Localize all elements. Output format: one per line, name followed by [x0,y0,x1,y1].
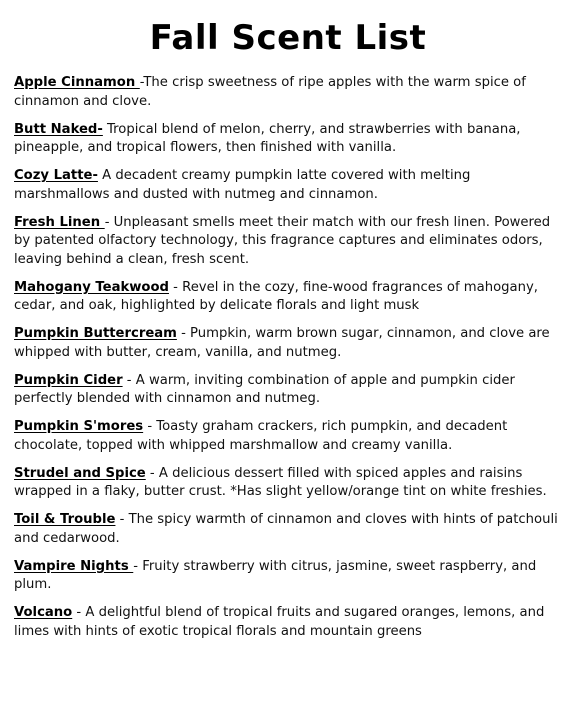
scent-name: Pumpkin Buttercream [14,326,177,341]
scent-entry [14,511,562,548]
scent-name: Pumpkin Cider [14,372,123,388]
scent-entry [14,372,562,409]
scent-description: - A delicious dessert filled with spiced apples and raisins wrapped in a flaky, butter crust. *Has slight yellow/orange tint on white freshies. [14,465,547,499]
page-title: Fall Scent List [149,18,427,58]
scent-description: - Toasty graham crackers, rich pumpkin, and decadent chocolate, topped with whipped marshmallow and creamy vanilla. [14,419,512,453]
scent-description: - Pumpkin, warm brown sugar, cinnamon, and clove are whipped with butter, cream, vanilla, and nutmeg. [14,326,554,360]
scent-description: - Fruity strawberry with citrus, jasmine, sweet raspberry, and plum. [14,558,541,592]
scent-name: Volcano [14,605,73,620]
scent-name: Apple Cinnamon [14,75,140,90]
scent-list [14,74,562,651]
scent-name: Butt Naked- [14,121,103,137]
scent-description: -The crisp sweetness of ripe apples with the warm spice of cinnamon and clove. [14,75,531,109]
scent-description: Tropical blend of melon, cherry, and strawberries with banana, pineapple, and tropical flowers, then finished with vanilla. [14,121,525,155]
scent-name: Vampire Nights [14,558,134,574]
scent-entry [14,214,562,270]
scent-entry [14,121,562,158]
scent-description: - The spicy warmth of cinnamon and cloves with hints of patchouli and cedarwood. [14,512,562,546]
scent-name: Pumpkin S'mores [14,419,144,434]
scent-description: - Revel in the cozy, fine-wood fragrances of mahogany, cedar, and oak, highlighted by delicate florals and light musk [14,279,543,313]
scent-description: - Unpleasant smells meet their match with our fresh linen. Powered by patented olfactory technology, this fragrance captures and eliminates odors, leaving behind a clean, fresh scent. [14,214,555,267]
scent-entry [14,279,562,316]
scent-name: Mahogany Teakwood [14,279,169,295]
scent-description: - A delightful blend of tropical fruits and sugared oranges, lemons, and limes with hints of exotic tropical florals and mountain greens [14,605,549,639]
scent-name: Toil & Trouble [14,512,116,527]
scent-entry [14,465,562,502]
scent-description: - A warm, inviting combination of apple and pumpkin cider perfectly blended with cinnamon and nutmeg. [14,372,520,406]
scent-name: Strudel and Spice [14,465,146,481]
scent-entry [14,325,562,362]
scent-entry [14,604,562,641]
scent-description: A decadent creamy pumpkin latte covered with melting marshmallows and dusted with nutmeg and cinnamon. [14,168,475,202]
scent-entry [14,418,562,455]
scent-name: Fresh Linen [14,214,105,230]
scent-entry [14,558,562,595]
scent-name: Cozy Latte- [14,168,98,183]
scent-entry [14,74,562,111]
scent-entry [14,167,562,204]
